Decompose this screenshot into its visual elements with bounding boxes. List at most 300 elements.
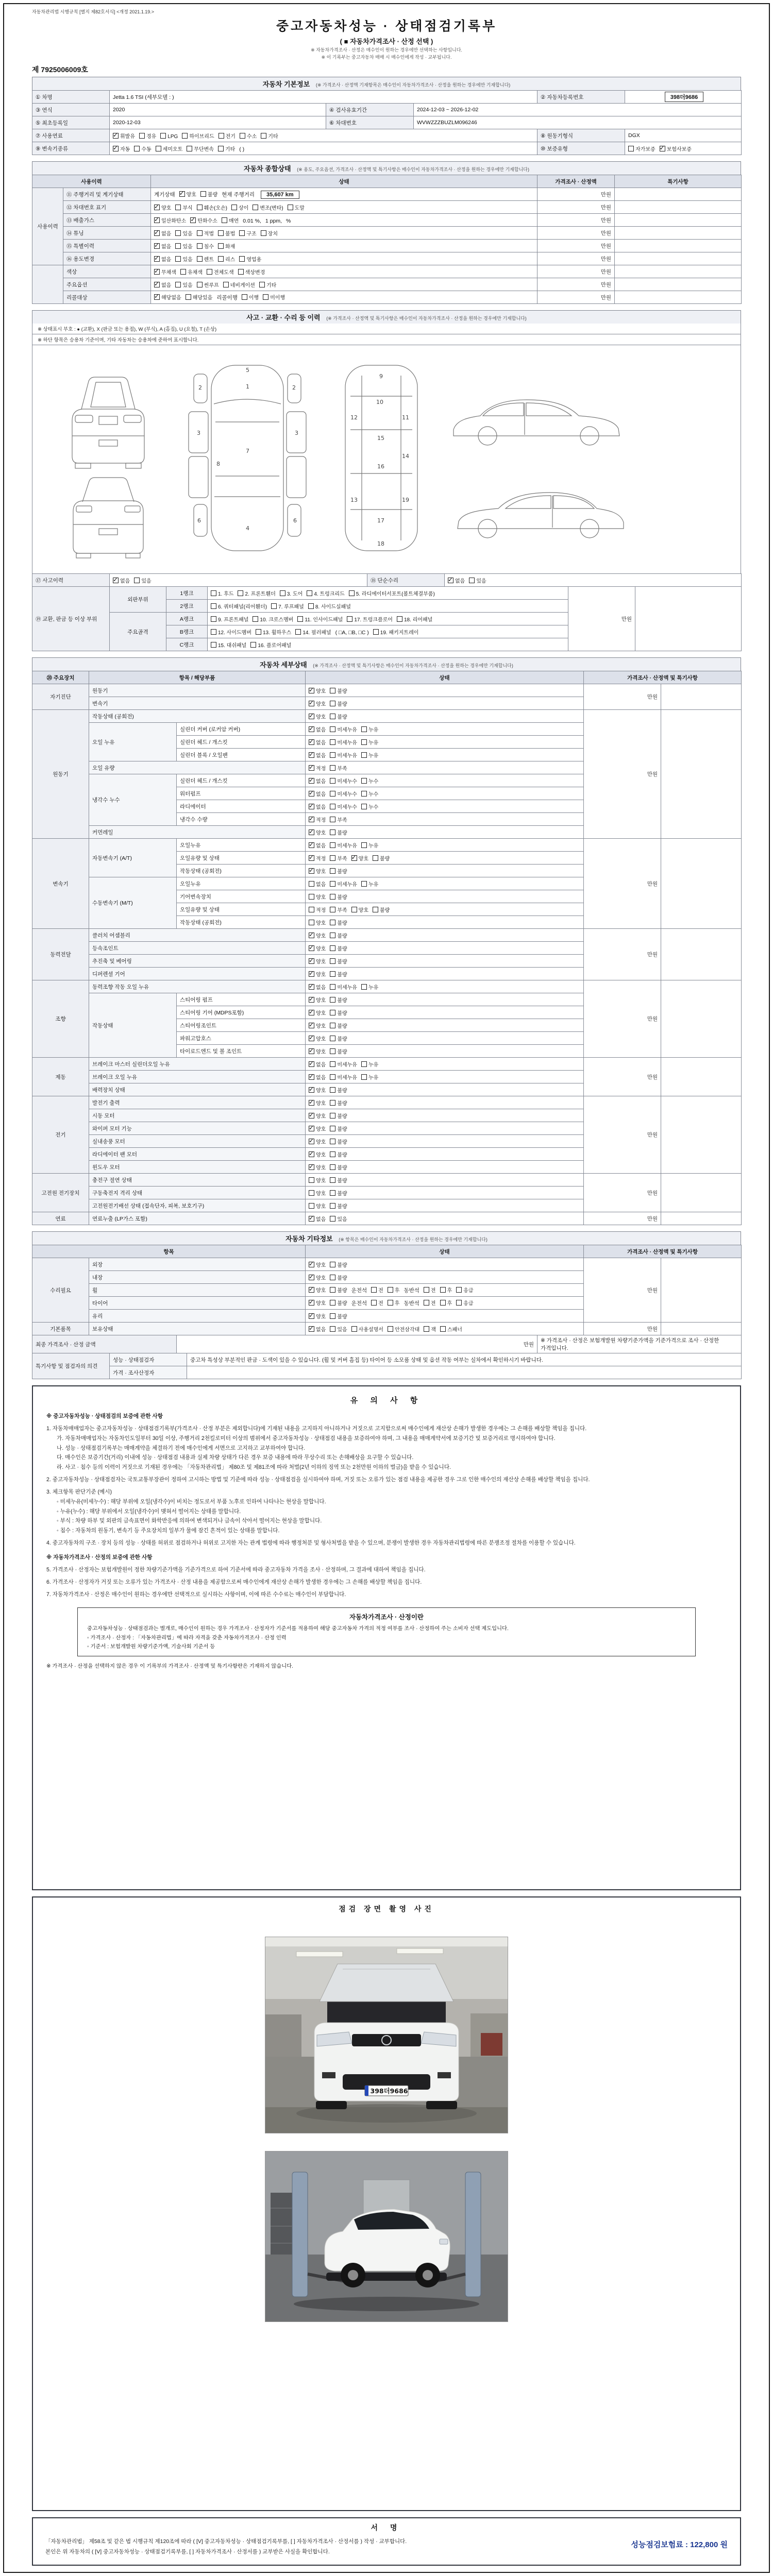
checkbox-없음[interactable]: ✓ 없음: [113, 577, 130, 584]
checkbox-화재[interactable]: 화재: [218, 242, 235, 250]
cell: [306, 980, 584, 993]
checkbox-적법[interactable]: 적법: [197, 229, 214, 237]
car-diagram-panel: [32, 345, 741, 574]
checkbox-없음[interactable]: ✓ 없음: [309, 841, 326, 849]
checkbox-미세누유[interactable]: 미세누유: [330, 880, 357, 888]
checkbox-침수[interactable]: 침수: [197, 242, 214, 250]
front-headlight-right: [124, 415, 141, 422]
front-wheel-left: [75, 463, 91, 468]
checkbox-불법[interactable]: 불법: [218, 229, 235, 237]
checkbox-구조[interactable]: 구조: [239, 229, 256, 237]
checkbox-하이브리드[interactable]: 하이브리드: [182, 132, 214, 140]
checkbox-14. 필러패널[interactable]: 14. 필러패널: [295, 628, 331, 636]
checkbox-없음[interactable]: ✓ 없음: [154, 255, 171, 263]
checkbox-7. 루프패널[interactable]: 7. 루프패널: [271, 602, 304, 610]
front-windshield: [91, 382, 126, 407]
checkbox-있음[interactable]: 있음: [330, 1325, 347, 1333]
notice-line: ※ 자동차가격조사 · 산정의 보증에 관한 사항: [46, 1554, 153, 1561]
checkbox-없음[interactable]: ✓ 없음: [309, 1325, 326, 1333]
checkbox-네비게이션[interactable]: 네비게이션: [223, 281, 255, 289]
cell: [306, 1199, 584, 1212]
checkbox-없음[interactable]: ✓ 없음: [309, 983, 326, 991]
cell-text: %: [286, 217, 291, 224]
checkbox-수소[interactable]: 수소: [240, 132, 257, 140]
cell: 색상: [63, 265, 151, 278]
checkbox-무채색[interactable]: ✓ 무채색: [154, 268, 176, 276]
checkbox-8. 사이드실패널[interactable]: 8. 사이드실패널: [308, 602, 351, 610]
checkbox-4. 트렁크리드[interactable]: 4. 트렁크리드: [307, 589, 344, 597]
checkbox-탄화수소[interactable]: ✓ 탄화수소: [190, 216, 217, 224]
checkbox-양호[interactable]: ✓ 양호: [309, 1312, 326, 1320]
checkbox-자가보증[interactable]: 자가보증: [628, 145, 656, 152]
checkbox-양호[interactable]: ✓ 양호: [309, 1150, 326, 1158]
header-cell: 가격조사 · 산정액 및 특기사항: [584, 1245, 742, 1258]
checkbox-색상변경[interactable]: 색상변경: [238, 268, 265, 276]
header-cell: ⑳ 주요장치: [32, 671, 89, 684]
checkbox-없음[interactable]: 없음: [309, 880, 326, 888]
checkbox-불량[interactable]: 불량: [330, 944, 347, 952]
checkbox-있음[interactable]: 있음: [175, 229, 192, 237]
checkbox-불량[interactable]: 불량: [330, 1112, 347, 1120]
checkbox-불량[interactable]: 불량: [330, 1299, 347, 1307]
cell: 유리: [89, 1310, 306, 1323]
checkbox-없음[interactable]: ✓ 없음: [309, 1060, 326, 1068]
checkbox-적정[interactable]: ✓ 적정: [309, 854, 326, 862]
checkbox-15. 대쉬패널[interactable]: 15. 대쉬패널: [211, 641, 246, 649]
checkbox-양호[interactable]: ✓ 양호: [309, 1286, 326, 1294]
cell: 만원: [537, 291, 615, 304]
cell: 동력조향 작동 오일 누유: [89, 980, 306, 993]
checkbox-누수[interactable]: 누수: [361, 803, 378, 810]
checkbox-12. 사이드멤버[interactable]: 12. 사이드멤버: [211, 628, 251, 636]
price-survey-option[interactable]: ( ■ 자동차가격조사 · 산정 선택 ): [340, 38, 433, 45]
checkbox-전[interactable]: 전: [371, 1299, 383, 1307]
checkbox-불량[interactable]: 불량: [330, 1125, 347, 1132]
checkbox-양호[interactable]: ✓ 양호: [309, 1274, 326, 1281]
checkbox-있음[interactable]: 있음: [469, 577, 486, 584]
cell: [306, 1174, 584, 1187]
checkbox-13. 휠하우스[interactable]: 13. 휠하우스: [256, 628, 291, 636]
checkbox-부족[interactable]: 부족: [330, 764, 347, 772]
cell: [306, 1187, 584, 1199]
inspection-validity: 2024-12-03 ~ 2026-12-02: [414, 104, 742, 116]
checkbox-6. 쿼터패널(리어휀더)[interactable]: 6. 쿼터패널(리어휀더): [211, 602, 267, 610]
checkbox-19. 패키지트레이[interactable]: 19. 패키지트레이: [373, 628, 419, 636]
checkbox-적정[interactable]: ✓ 적정: [309, 816, 326, 823]
checkbox-양호[interactable]: ✓ 양호: [309, 1125, 326, 1132]
checkbox-불량[interactable]: 불량: [200, 190, 217, 198]
checkbox-불량[interactable]: 불량: [330, 931, 347, 939]
checkbox-썬루프[interactable]: 썬루프: [197, 281, 219, 289]
checkbox-장치[interactable]: 장치: [261, 229, 278, 237]
cell: 작동상태 (공회전): [89, 710, 306, 723]
cell: 만원: [537, 240, 615, 252]
section-accident-history: [32, 310, 741, 651]
checkbox-미세누유[interactable]: 미세누유: [330, 1073, 357, 1081]
checkbox-전체도색[interactable]: 전체도색: [207, 268, 234, 276]
side-view-right: [458, 493, 624, 538]
checkbox-양호[interactable]: ✓ 양호: [309, 970, 326, 978]
cell: [661, 980, 742, 1058]
notice-line: 4. 중고자동차의 구조 · 장치 등의 성능 · 상태를 허위로 점검하거나 허위로 고지한 자는 관계 법령에 따라 행정처분 및 형사처벌을 받을 수 있으며, 분쟁이 발생한 경우 자동차관리법령에 따른 분쟁조정 절차를 이용할 수 있습니다.: [46, 1540, 576, 1547]
checkbox-불량[interactable]: 불량: [330, 1150, 347, 1158]
checkbox-불량[interactable]: 불량: [330, 1189, 347, 1197]
checkbox-전기[interactable]: 전기: [219, 132, 236, 140]
cell: [306, 1212, 584, 1225]
vin-marking: [151, 201, 537, 214]
checkbox-누유[interactable]: 누유: [361, 880, 378, 888]
cell: [306, 852, 584, 865]
checkbox-누유[interactable]: 누유: [361, 1073, 378, 1081]
checkbox-양호[interactable]: ✓ 양호: [309, 1086, 326, 1094]
svg-text:15: 15: [377, 435, 384, 442]
checkbox-전[interactable]: 전: [371, 1286, 383, 1294]
cell: 만원: [537, 201, 615, 214]
checkbox-수동[interactable]: 수동: [134, 145, 151, 152]
checkbox-응급[interactable]: 응급: [456, 1286, 473, 1294]
checkbox-양호[interactable]: ✓ 양호: [309, 1009, 326, 1016]
checkbox-부족[interactable]: 부족: [330, 816, 347, 823]
cell: [306, 1096, 584, 1109]
checkbox-9. 프론트패널[interactable]: 9. 프론트패널: [211, 615, 248, 623]
checkbox-이행[interactable]: 이행: [242, 293, 259, 301]
checkbox-양호[interactable]: ✓ 양호: [309, 1261, 326, 1268]
checkbox-불량[interactable]: 불량: [330, 893, 347, 901]
checkbox-17. 트렁크플로어[interactable]: 17. 트렁크플로어: [347, 615, 393, 623]
checkbox-양호[interactable]: 양호: [309, 1189, 326, 1197]
checkbox-양호[interactable]: 양호: [309, 1202, 326, 1210]
svg-text:14: 14: [402, 453, 409, 460]
cell: [615, 188, 742, 201]
checkbox-미세누유[interactable]: 미세누유: [330, 751, 357, 759]
checkbox-양호[interactable]: ✓ 양호: [154, 204, 171, 211]
svg-text:9: 9: [379, 373, 383, 380]
checkbox-양호[interactable]: ✓ 양호: [309, 687, 326, 694]
checkbox-양호[interactable]: 양호: [309, 1176, 326, 1184]
cell: 라디에이터 팬 모터: [89, 1148, 306, 1161]
checkbox-양호[interactable]: ✓ 양호: [309, 867, 326, 875]
cell: 라디에이터: [177, 800, 306, 813]
cell: 파워고압호스: [177, 1032, 306, 1045]
misc-info-table: [32, 1245, 742, 1335]
checkbox-양호[interactable]: ✓ 양호: [309, 944, 326, 952]
checkbox-일산화탄소[interactable]: ✓ 일산화탄소: [154, 216, 186, 224]
checkbox-양호[interactable]: 양호: [309, 893, 326, 901]
checkbox-없음[interactable]: ✓ 없음: [309, 1073, 326, 1081]
cell: 실린더 헤드 / 개스킷: [177, 736, 306, 749]
checkbox-16. 플로어패널[interactable]: 16. 플로어패널: [250, 641, 291, 649]
checkbox-불량[interactable]: 불량: [330, 957, 347, 965]
checkbox-불량[interactable]: 불량: [330, 1176, 347, 1184]
checkbox-부족[interactable]: 부족: [330, 906, 347, 913]
checkbox-11. 인사이드패널[interactable]: 11. 인사이드패널: [297, 615, 343, 623]
checkbox-불량[interactable]: 불량: [330, 828, 347, 836]
svg-text:6: 6: [197, 517, 201, 524]
cell: [661, 684, 742, 710]
checkbox-양호[interactable]: ✓ 양호: [309, 1035, 326, 1042]
checkbox-미세누유[interactable]: 미세누유: [330, 738, 357, 746]
checkbox-불량[interactable]: 불량: [330, 1035, 347, 1042]
checkbox-양호[interactable]: ✓ 양호: [309, 1022, 326, 1029]
checkbox-양호[interactable]: ✓ 양호: [351, 854, 368, 862]
checkbox-부족[interactable]: 부족: [330, 854, 347, 862]
checkbox-불량[interactable]: 불량: [330, 1163, 347, 1171]
cell-text: 계기상태: [154, 191, 175, 198]
checkbox-불량[interactable]: 불량: [330, 1009, 347, 1016]
checkbox-1. 후드[interactable]: 1. 후드: [211, 589, 233, 597]
checkbox-18. 리어패널[interactable]: 18. 리어패널: [397, 615, 432, 623]
checkbox-유채색[interactable]: 유채색: [180, 268, 203, 276]
checkbox-기타[interactable]: 기타: [218, 145, 235, 152]
cell: [306, 1109, 584, 1122]
cell: [306, 942, 584, 955]
checkbox-기타[interactable]: 기타: [259, 281, 276, 289]
checkbox-있음[interactable]: 있음: [134, 577, 151, 584]
cell: 실린더 커버 (로커암 커버): [177, 723, 306, 736]
checkbox-해당없음[interactable]: ✓ 해당없음: [154, 293, 181, 301]
cell: [306, 736, 584, 749]
cell: [208, 613, 568, 625]
checkbox-불량[interactable]: 불량: [373, 906, 390, 913]
checkbox-없음[interactable]: ✓ 없음: [309, 803, 326, 810]
checkbox-불량[interactable]: 불량: [330, 713, 347, 720]
checkbox-LPG[interactable]: LPG: [160, 133, 178, 140]
cell: [661, 1058, 742, 1096]
checkbox-미이행[interactable]: 미이행: [263, 293, 285, 301]
checkbox-있음[interactable]: 있음: [175, 255, 192, 263]
checkbox-누수[interactable]: 누수: [361, 790, 378, 798]
cell: 수동변속기 (M/T): [89, 877, 177, 929]
checkbox-불량[interactable]: 불량: [330, 996, 347, 1004]
cell: 냉각수 누수: [89, 774, 177, 826]
cell: [615, 240, 742, 252]
mileage-status: [151, 188, 537, 201]
checkbox-있음[interactable]: 있음: [330, 1215, 347, 1223]
svg-text:3: 3: [197, 430, 200, 436]
checkbox-불량[interactable]: 불량: [373, 854, 390, 862]
checkbox-후[interactable]: 후: [440, 1299, 452, 1307]
cell: [306, 723, 584, 736]
checkbox-양호[interactable]: ✓ 양호: [309, 931, 326, 939]
checkbox-변조(변타)[interactable]: 변조(변타): [253, 204, 283, 211]
checkbox-후[interactable]: 후: [388, 1299, 400, 1307]
section-basic-info: [32, 77, 741, 155]
cell: 2랭크: [166, 600, 208, 613]
checkbox-안전삼각대[interactable]: 안전삼각대: [388, 1325, 419, 1333]
cell: [615, 227, 742, 240]
checkbox-양호[interactable]: ✓ 양호: [309, 1163, 326, 1171]
detail-title: 자동차 세부상태: [260, 661, 307, 669]
checkbox-없음[interactable]: ✓ 없음: [309, 725, 326, 733]
checkbox-영업용[interactable]: 영업용: [239, 255, 261, 263]
cell-text: 1 ppm,: [265, 217, 282, 224]
checkbox-불량[interactable]: 불량: [330, 1047, 347, 1055]
checkbox-불량[interactable]: 불량: [330, 1022, 347, 1029]
checkbox-불량[interactable]: 불량: [330, 970, 347, 978]
svg-text:4: 4: [246, 525, 249, 532]
checkbox-적정[interactable]: 적정: [309, 906, 326, 913]
checkbox-양호[interactable]: ✓ 양호: [309, 1138, 326, 1145]
checkbox-불량[interactable]: 불량: [330, 700, 347, 707]
checkbox-누유[interactable]: 누유: [361, 725, 378, 733]
checkbox-전[interactable]: 전: [424, 1299, 436, 1307]
checkbox-기타[interactable]: 기타: [261, 132, 278, 140]
checkbox-스패너[interactable]: 스패너: [440, 1325, 462, 1333]
checkbox-보험사보증[interactable]: ✓ 보험사보증: [660, 145, 692, 152]
misc-note: (※ 항목은 매수인이 자동차가격조사 · 산정을 원하는 경우에만 기재합니다): [339, 1237, 488, 1242]
checkbox-양호[interactable]: ✓ 양호: [309, 1047, 326, 1055]
cell: 주요골격: [110, 613, 166, 651]
cell: 연료누출 (LP가스 포함): [89, 1212, 306, 1225]
checkbox-누유[interactable]: 누유: [361, 1060, 378, 1068]
checkbox-있음[interactable]: 있음: [175, 242, 192, 250]
checkbox-양호[interactable]: ✓ 양호: [309, 713, 326, 720]
notice-line: 6. 가격조사 · 산정자가 거짓 또는 오류가 있는 가격조사 · 산정 내용을 제공함으로써 매수인에게 재산상 손해가 발생한 경우에는 그 손해를 배상할 책임을 집니다.: [46, 1579, 422, 1585]
cell: [306, 1019, 584, 1032]
checkbox-불량[interactable]: 불량: [330, 1312, 347, 1320]
definition-line: 중고자동차성능 · 상태점검과는 별개로, 매수인이 원하는 경우 가격조사 · 산정자가 기준서를 적용하여 해당 중고자동차 가격의 적정 여부를 조사 · 산정하여 주는 소비자 선택 제도입니다.: [87, 1626, 509, 1632]
checkbox-양호[interactable]: ✓ 양호: [309, 1099, 326, 1107]
checkbox-10. 크로스멤버[interactable]: 10. 크로스멤버: [253, 615, 293, 623]
checkbox-세미오토[interactable]: 세미오토: [156, 145, 183, 152]
notice-line: 가. 자동차매매업자는 자동차인도일부터 30일 이상, 주행거리 2천킬로미터 이상의 범위에서 중고자동차성능 · 상태점검 내용을 보증하여야 하며, 그 내용을 매매계약서에 보증기간 및 보증거리로 명시하여야 합니다.: [57, 1435, 556, 1442]
checkbox-누유[interactable]: 누유: [361, 983, 378, 991]
checkbox-불량[interactable]: 불량: [330, 1202, 347, 1210]
checkbox-불량[interactable]: 불량: [330, 1274, 347, 1281]
checkbox-양호[interactable]: ✓ 양호: [309, 1299, 326, 1307]
form-reference: 자동차관리법 시행규칙 [별지 제82호서식] <개정 2021.1.19.>: [32, 9, 155, 14]
cell: 휠: [89, 1284, 306, 1297]
checkbox-미세누수[interactable]: 미세누수: [330, 777, 357, 785]
checkbox-없음[interactable]: ✓ 없음: [309, 1215, 326, 1223]
cell: 오일유량 및 상태: [177, 903, 306, 916]
cell: 타이로드엔드 및 볼 조인트: [177, 1045, 306, 1058]
checkbox-미세누수[interactable]: 미세누수: [330, 790, 357, 798]
checkbox-3. 도어[interactable]: 3. 도어: [280, 589, 303, 597]
detail-band: [32, 657, 741, 671]
value-box: 35,607 km: [261, 191, 299, 199]
basic-info-table: [32, 90, 742, 155]
checkbox-양호[interactable]: 양호: [309, 919, 326, 926]
checkbox-잭[interactable]: 잭: [424, 1325, 436, 1333]
cell: [306, 1161, 584, 1174]
cell: 만원: [537, 227, 615, 240]
checkbox-5. 라디에이터서포트(볼트체결부품)[interactable]: 5. 라디에이터서포트(볼트체결부품): [349, 589, 435, 597]
value-box: 398더9686: [665, 92, 703, 102]
checkbox-미세누유[interactable]: 미세누유: [330, 841, 357, 849]
checkbox-불량[interactable]: 불량: [330, 1138, 347, 1145]
cell: [306, 787, 584, 800]
cell: [306, 1258, 584, 1271]
cell: [306, 1058, 584, 1071]
checkbox-미세누유[interactable]: 미세누유: [330, 1060, 357, 1068]
definition-box-title: 자동차가격조사 · 산정이란: [349, 1614, 424, 1621]
cell: 만원: [584, 1058, 661, 1096]
basic-info-band: [32, 77, 741, 90]
checkbox-불량[interactable]: 불량: [330, 1086, 347, 1094]
checkbox-부식[interactable]: 부식: [175, 204, 192, 211]
checkbox-누수[interactable]: 누수: [361, 777, 378, 785]
checkbox-후[interactable]: 후: [440, 1286, 452, 1294]
checkbox-양호[interactable]: ✓ 양호: [179, 190, 196, 198]
checkbox-휘발유[interactable]: ✓ 휘발유: [113, 132, 135, 140]
cell: [306, 1148, 584, 1161]
overall-condition-table: [32, 175, 742, 304]
checkbox-리스[interactable]: 리스: [218, 255, 235, 263]
cell: [306, 968, 584, 980]
photo-car-on-lift: [265, 2151, 508, 2321]
checkbox-훼손(오손)[interactable]: 훼손(오손): [197, 204, 227, 211]
checkbox-누유[interactable]: 누유: [361, 841, 378, 849]
checkbox-없음[interactable]: ✓ 없음: [309, 751, 326, 759]
checkbox-없음[interactable]: ✓ 없음: [154, 281, 171, 289]
price-survey-definition-box: [77, 1607, 696, 1656]
cell: 특기사항 및 점검자의 의견: [32, 1353, 110, 1379]
checkbox-누유[interactable]: 누유: [361, 751, 378, 759]
checkbox-없음[interactable]: ✓ 없음: [154, 229, 171, 237]
checkbox-2. 프론트휀더[interactable]: 2. 프론트휀더: [238, 589, 275, 597]
checkbox-불량[interactable]: 불량: [330, 867, 347, 875]
checkbox-양호[interactable]: ✓ 양호: [309, 996, 326, 1004]
section-signature: [32, 2517, 741, 2566]
checkbox-없음[interactable]: ✓ 없음: [309, 777, 326, 785]
checkbox-미세누유[interactable]: 미세누유: [330, 983, 357, 991]
checkbox-양호[interactable]: ✓ 양호: [309, 828, 326, 836]
model-year: 2020: [110, 104, 326, 116]
svg-text:11: 11: [402, 414, 409, 421]
checkbox-미세누수[interactable]: 미세누수: [330, 803, 357, 810]
checkbox-불량[interactable]: 불량: [330, 1099, 347, 1107]
checkbox-양호[interactable]: 양호: [351, 906, 368, 913]
checkbox-무단변속[interactable]: 무단변속: [187, 145, 214, 152]
checkbox-상이[interactable]: 상이: [231, 204, 248, 211]
checkbox-렌트[interactable]: 렌트: [197, 255, 214, 263]
checkbox-없음[interactable]: ✓ 없음: [309, 790, 326, 798]
checkbox-해당있음[interactable]: 해당있음: [186, 293, 213, 301]
checkbox-양호[interactable]: ✓ 양호: [309, 1112, 326, 1120]
checkbox-없음[interactable]: ✓ 없음: [448, 577, 465, 584]
checkbox-경유[interactable]: 경유: [139, 132, 156, 140]
checkbox-불량[interactable]: 불량: [330, 687, 347, 694]
checkbox-불량[interactable]: 불량: [330, 1286, 347, 1294]
cell: [615, 291, 742, 304]
checkbox-매연[interactable]: 매연: [222, 216, 239, 224]
checkbox-양호[interactable]: ✓ 양호: [309, 957, 326, 965]
cell: ⑰ 사고이력: [32, 574, 110, 587]
checkbox-있음[interactable]: 있음: [175, 281, 192, 289]
checkbox-없음[interactable]: ✓ 없음: [154, 242, 171, 250]
section-overall-condition: [32, 161, 741, 304]
cell-text: Jetta 1.6 TSI (세부모델 : ): [113, 94, 174, 100]
checkbox-없음[interactable]: ✓ 없음: [309, 738, 326, 746]
checkbox-후[interactable]: 후: [388, 1286, 400, 1294]
photo-front-hood-open: [265, 1937, 508, 2133]
checkbox-전[interactable]: 전: [424, 1286, 436, 1294]
notice-line: ※ 중고자동차성능 · 상태점검의 보증에 관한 사항: [46, 1413, 163, 1419]
checkbox-양호[interactable]: ✓ 양호: [309, 700, 326, 707]
checkbox-사용설명서[interactable]: 사용설명서: [351, 1325, 383, 1333]
checkbox-미세누유[interactable]: 미세누유: [330, 725, 357, 733]
checkbox-자동[interactable]: ✓ 자동: [113, 145, 130, 152]
checkbox-응급[interactable]: 응급: [456, 1299, 473, 1307]
checkbox-불량[interactable]: 불량: [330, 1261, 347, 1268]
checkbox-도말[interactable]: 도말: [288, 204, 305, 211]
checkbox-불량[interactable]: 불량: [330, 919, 347, 926]
checkbox-적정[interactable]: ✓ 적정: [309, 764, 326, 772]
checkbox-누유[interactable]: 누유: [361, 738, 378, 746]
inspection-photo-lift: [265, 2151, 508, 2322]
cell: [615, 265, 742, 278]
